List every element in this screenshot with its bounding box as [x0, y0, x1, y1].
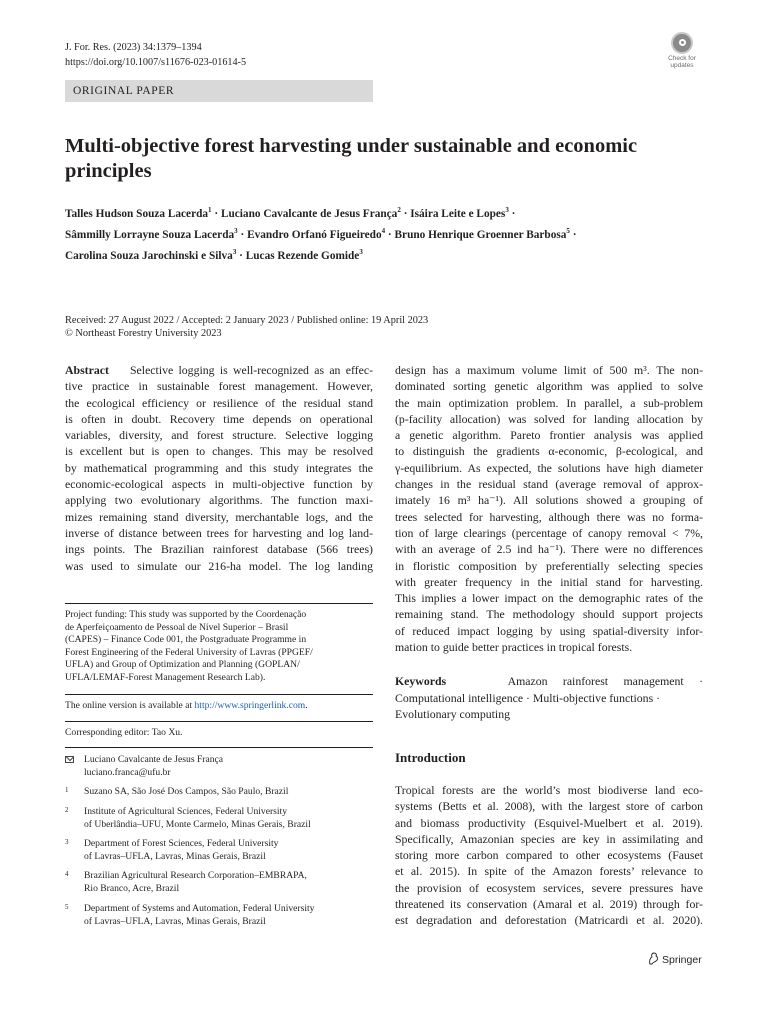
abstract-label: Abstract — [65, 363, 109, 377]
author-name[interactable]: Sâmmilly Lorrayne Souza Lacerda — [65, 228, 235, 241]
abstract-line — [65, 362, 373, 378]
affiliation-line: of Uberlândia–UFU, Monte Carmelo, Minas Gerais, Brazil — [84, 819, 311, 830]
funding-line: (CAPES) – Finance Code 001, the Postgraduate Programme in — [65, 634, 307, 646]
abstract-line: dominated sorting genetic algorithm was applied to solve — [395, 379, 703, 394]
keywords-label: Keywords — [395, 674, 447, 689]
footnote-divider — [65, 721, 373, 722]
publication-dates — [65, 314, 428, 340]
abstract-line: to distinguish the gradients α-economic, β-ecological, and — [395, 444, 703, 459]
abstract-line: tion of large clearings (percentage of canopy removal < 7%, — [395, 525, 703, 540]
abstract-line: was used to simulate our 216-ha model. The log landing — [65, 558, 373, 573]
author-name[interactable]: Evandro Orfanó Figueiredo — [247, 228, 382, 241]
affiliation-line: Brazilian Agricultural Research Corporation–EMBRAPA, — [84, 870, 307, 881]
abstract-text: Selective logging is well-recognized as an effec- — [130, 363, 374, 377]
abstract-line: of reduced impact logging by using spatial-diversity infor- — [395, 623, 703, 638]
affiliation-number: 4 — [65, 870, 69, 878]
affiliation-number: 2 — [65, 806, 69, 814]
author-separator: · — [385, 228, 395, 241]
correspondence — [65, 754, 373, 780]
keywords-text: Amazon rainforest management · — [507, 674, 703, 689]
correspondent-name: Luciano Cavalcante de Jesus França — [84, 754, 224, 765]
abstract-line: is often in doubt. Recovery time depends on operational — [65, 411, 373, 426]
paper-type-label: ORIGINAL PAPER — [73, 85, 175, 97]
affiliation-number: 1 — [65, 786, 69, 794]
publisher-name: Springer — [662, 954, 702, 966]
author-separator: · — [211, 207, 221, 220]
funding-line: UFLA) and Group of Optimization and Planning (GOPLAN/ — [65, 659, 300, 671]
online-end: . — [305, 700, 308, 711]
abstract-line: changes in the residual stand (average removal of approx- — [395, 477, 703, 492]
affiliation-number: 5 — [65, 903, 69, 911]
footnote-divider — [65, 747, 373, 748]
abstract-line: with greater frequency in the initial stand for harvesting. — [395, 574, 703, 589]
online-version-note — [65, 700, 308, 713]
affiliation-item — [65, 786, 373, 800]
intro-line: the provision of ecosystem services, severe pressures have — [395, 880, 703, 895]
affiliation-line: Department of Systems and Automation, Federal University — [84, 903, 315, 914]
abstract-line: with an average of 2.5 ind ha⁻¹). There were no differences — [395, 542, 703, 557]
check-updates-icon — [671, 32, 693, 54]
abstract-line: tive practice in sustainable forest management. However, — [65, 379, 373, 394]
abstract-line: ings points. The Brazilian rainforest database (566 trees) — [65, 542, 373, 557]
abstract-line: (p-facility allocation) was solved for landing allocation by — [395, 411, 703, 426]
intro-line: systems (Betts et al. 2008), with the largest store of carbon — [395, 799, 703, 814]
abstract-left — [65, 362, 373, 574]
abstract-line: variables, diversity, and forest structure. Selective logging — [65, 428, 373, 443]
abstract-line: mizes remaining stand diversity, merchantable logs, and the — [65, 509, 373, 524]
author-line — [65, 244, 705, 265]
author-name[interactable]: Isáira Leite e Lopes — [410, 207, 506, 220]
intro-line: est degradation and deforestation (Matricardi et al. 2020). — [395, 913, 703, 928]
check-for-updates-badge[interactable] — [662, 32, 702, 72]
springer-horse-icon — [648, 952, 659, 965]
affiliation-item — [65, 870, 373, 896]
intro-line: and biomass productivity (Esquivel-Muelbert et al. 2019). — [395, 815, 703, 830]
abstract-line: applying two evolutionary algorithms. The function maxi- — [65, 493, 373, 508]
funding-note — [65, 609, 373, 685]
keywords-line — [395, 673, 703, 689]
author-affiliation-sup: 4 — [381, 226, 386, 235]
author-affiliation-sup: 1 — [208, 206, 212, 214]
abstract-line: in floristic composition by preferentially selecting species — [395, 558, 703, 573]
affiliation-line: of Lavras–UFLA, Lavras, Minas Gerais, Brazil — [84, 851, 266, 862]
footnote-divider — [65, 603, 373, 604]
introduction-body — [395, 782, 703, 929]
title-line: Multi-objective forest harvesting under sustainable and economic — [65, 135, 638, 157]
paper-type-banner — [65, 80, 373, 102]
badge-line1: Check for — [668, 55, 696, 62]
springerlink-link[interactable]: http://www.springerlink.com — [194, 700, 306, 711]
abstract-line: a genetic algorithm. Pareto frontier analysis was applied — [395, 428, 703, 443]
paper-title — [65, 134, 705, 184]
affiliation-number: 3 — [65, 838, 69, 846]
title-line: principles — [65, 160, 152, 182]
affiliation-line: Rio Branco, Acre, Brazil — [84, 883, 180, 894]
funding-line: Project funding: This study was supported by the Coordenação — [65, 609, 307, 620]
intro-line: Tropical forests are the world’s most biodiverse land eco- — [395, 783, 703, 797]
author-line — [65, 202, 705, 223]
author-separator: · — [400, 207, 411, 220]
author-name[interactable]: Lucas Rezende Gomide — [245, 249, 360, 262]
footnote-divider — [65, 694, 373, 695]
editor-note — [65, 727, 182, 740]
abstract-line: inverse of distance between trees for harvesting and log land- — [65, 525, 373, 540]
abstract-line: This implies a lower impact on the demographic rates of the — [395, 591, 703, 606]
badge-line2: updates — [670, 62, 694, 69]
online-text: The online version is available at — [65, 700, 195, 711]
envelope-icon — [65, 756, 74, 763]
author-affiliation-sup: 3 — [359, 247, 363, 256]
intro-line: threatened its conservation (Amaral et al. 2019) through for- — [395, 897, 703, 912]
abstract-line: the ecological efficiency or resilience of the residual stand — [65, 395, 373, 410]
affiliation-item — [65, 838, 373, 864]
affiliation-item — [65, 903, 373, 929]
author-affiliation-sup: 5 — [566, 226, 570, 235]
correspondent-email[interactable]: luciano.franca@ufu.br — [84, 767, 171, 778]
copyright-line: © Northeast Forestry University 2023 — [65, 328, 222, 339]
journal-citation: J. For. Res. (2023) 34:1379–1394 — [65, 42, 202, 53]
intro-line: storing more carbon compared to other ecosystems (Fauset — [395, 848, 703, 863]
journal-header — [65, 40, 246, 70]
author-name[interactable]: Carolina Souza Jarochinski e Silva — [65, 249, 233, 262]
author-name[interactable]: Talles Hudson Souza Lacerda — [65, 207, 209, 220]
abstract-line: design has a maximum volume limit of 500 m³. The non- — [395, 363, 703, 377]
author-affiliation-sup: 3 — [232, 247, 237, 256]
abstract-line: imately 16 m³ ha⁻¹). All solutions showed a grouping of — [395, 493, 703, 508]
affiliation-line: Department of Forest Sciences, Federal University — [84, 838, 279, 849]
author-list — [65, 202, 705, 264]
affiliation-item — [65, 806, 373, 832]
author-separator: · — [508, 207, 516, 220]
abstract-line: mation to guide better practices in tropical forests. — [395, 640, 633, 655]
author-separator: · — [236, 249, 246, 262]
keywords-line: Computational intelligence · Multi-objective functions · — [395, 690, 661, 705]
affiliation-line: Suzano SA, São José Dos Campos, São Paulo, Brazil — [84, 786, 289, 797]
funding-line: de Aperfeiçoamento de Pessoal de Nível Superior – Brasil — [65, 621, 289, 633]
intro-line: et al. 2015). In spite of the Amazon forests’ relevance to — [395, 864, 703, 879]
publisher-footer — [648, 952, 702, 966]
author-name[interactable]: Bruno Henrique Groenner Barbosa — [394, 228, 567, 241]
author-affiliation-sup: 3 — [505, 206, 509, 214]
dates-line: Received: 27 August 2022 / Accepted: 2 January 2023 / Published online: 19 April 2023 — [65, 315, 429, 326]
author-separator: · — [569, 228, 577, 241]
abstract-line: trees selected for harvesting, although there was no forma- — [395, 509, 703, 524]
editor-line: Corresponding editor: Tao Xu. — [65, 727, 183, 738]
abstract-line: by mathematical programming and this study integrates the — [65, 460, 373, 475]
abstract-line: the main optimization problem. In parallel, a sub-problem — [395, 395, 703, 410]
doi-link[interactable]: https://doi.org/10.1007/s11676-023-01614-5 — [65, 57, 247, 68]
abstract-line: economic-ecological aspects in multi-objective function by — [65, 477, 373, 492]
author-line — [65, 223, 705, 244]
author-name[interactable]: Luciano Cavalcante de Jesus França — [220, 207, 398, 220]
keywords-line: Evolutionary computing — [395, 706, 511, 721]
abstract-line: remaining stand. The methodology should support projects — [395, 607, 703, 622]
abstract-line: γ-equilibrium. As expected, the solutions have high diameter — [395, 460, 703, 475]
affiliation-line: of Lavras–UFLA, Lavras, Minas Gerais, Brazil — [84, 916, 266, 927]
author-affiliation-sup: 2 — [397, 206, 401, 214]
introduction-heading: Introduction — [395, 750, 466, 765]
intro-line: Specifically, Amazonian species are key in assimilating and — [395, 831, 703, 846]
affiliation-line: Institute of Agricultural Sciences, Federal University — [84, 806, 288, 817]
abstract-right — [395, 362, 703, 722]
funding-line: Forest Engineering of the Federal University of Lavras (PPGEF/ — [65, 646, 313, 658]
author-separator: · — [237, 228, 248, 241]
author-affiliation-sup: 3 — [234, 226, 238, 235]
abstract-line: is excellent but is open to changes. This may be resolved — [65, 444, 373, 459]
funding-line: UFLA/LEMAF-Forest Management Research Lab). — [65, 671, 266, 683]
